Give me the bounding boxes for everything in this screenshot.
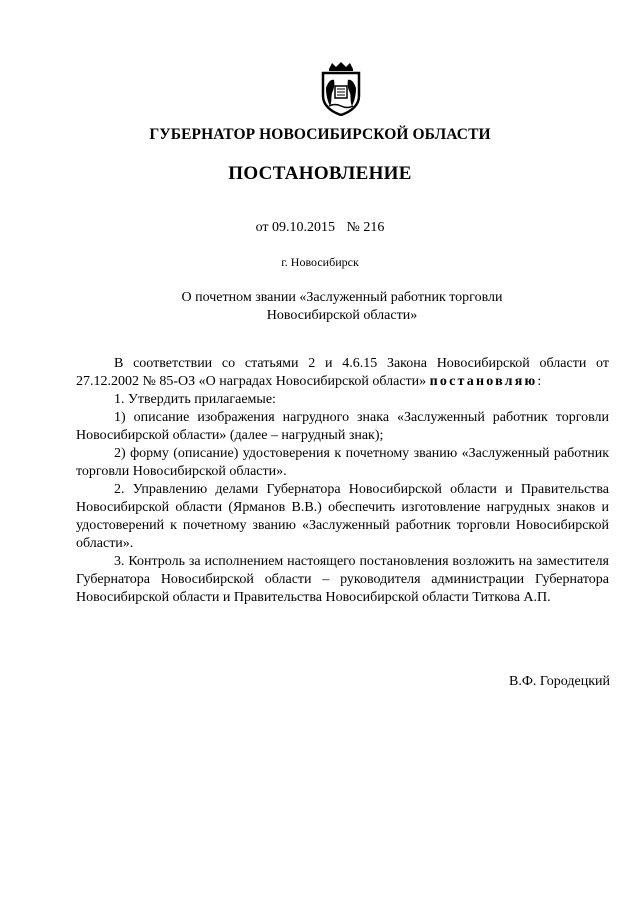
subject-line-2: Новосибирской области» [266, 308, 418, 323]
item-3: 3. Контроль за исполнением настоящего постановления возложить на заместителя Губернатора Новосибирской области – руководителя администрации Губернатора Новосибирской области и Правительства Новосибирской области Титкова А.П. [76, 554, 609, 605]
resolve-word: постановляю [429, 374, 538, 389]
signature: В.Ф. Городецкий [509, 674, 610, 689]
item-1-1: 1) описание изображения нагрудного знака «Заслуженный работник торговли Новосибирской области» (далее – нагрудный знак); [76, 410, 609, 443]
city: г. Новосибирск [281, 255, 359, 269]
document-type: ПОСТАНОВЛЕНИЕ [228, 163, 412, 184]
preamble-text: В соответствии со статьями 2 и 4.6.15 Закона Новосибирской области от 27.12.2002 № 85-ОЗ «О наградах Новосибирской области» [76, 356, 609, 389]
document-body [76, 355, 609, 607]
item-2: 2. Управлению делами Губернатора Новосибирской области и Правительства Новосибирской области (Ярманов В.В.) обеспечить изготовление нагрудных знаков и удостоверений к почетному званию «Заслуженный работник торговли Новосибирской области». [76, 482, 609, 551]
coat-of-arms-icon [316, 62, 366, 116]
document-date: от 09.10.2015 [255, 220, 336, 235]
date-number-line [0, 220, 640, 236]
document-subject [100, 289, 584, 325]
item-1: 1. Утвердить прилагаемые: [114, 392, 276, 407]
subject-line-1: О почетном звании «Заслуженный работник торговли [181, 290, 503, 305]
resolve-colon: : [537, 374, 542, 389]
issuing-authority: ГУБЕРНАТОР НОВОСИБИРСКОЙ ОБЛАСТИ [149, 126, 491, 143]
item-1-2: 2) форму (описание) удостоверения к почетному званию «Заслуженный работник торговли Новосибирской области». [76, 446, 609, 479]
preamble-paragraph [76, 355, 609, 391]
document-number: № 216 [346, 220, 385, 235]
